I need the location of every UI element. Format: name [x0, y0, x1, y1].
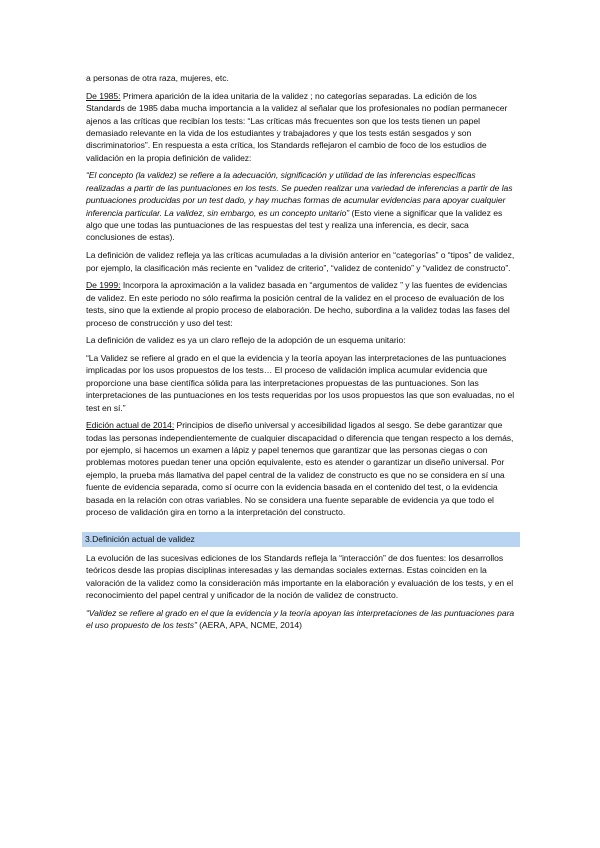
paragraph-1985-text: Primera aparición de la idea unitaria de la validez ; no categorías separadas. La edición de los Standards de 1985 daba mucha importancia a la validez al señalar que los profesionales no podían permanecer ajenos a las críticas que recibían los tests: “Las críticas más frecuentes son que los tests tienen un papel demasiado relevante en la vida de los estudiantes y trabajadores y que los tests están sesgados y son discriminatorios”. En respuesta a esta crítica, los Standards reflejaron el cambio de foco de los estudios de validación en la propia definición de validez: [86, 90, 508, 163]
quote-1999: “La Validez se refiere al grado en el que la evidencia y la teoría apoyan las interpretaciones de las puntuaciones implicadas por los usos propuestos de los tests… El proceso de validación implica acumular evidencia que proporcione una base científica sólida para las interpretaciones propuestas de las puntuaciones. Son las interpretaciones de las puntuaciones en los tests requeridas por los usos propuestos las que son evaluadas, no el test en sí.” [86, 352, 515, 413]
paragraph-categories: La definición de validez refleja ya las críticas acumuladas a la división anterior en “categorías” o “tipos” de validez, por ejemplo, la clasificación más reciente en “validez de criterio”, “validez de contenido” y “validez de constructo”. [86, 250, 515, 273]
paragraph-intro-fragment: a personas de otra raza, mujeres, etc. [86, 73, 229, 83]
paragraph-1985-quote [86, 169, 516, 243]
citation: (AERA, APA, NCME, 2014) [196, 620, 302, 631]
quote-1985-comment: (Esto viene a significar que la validez es algo que une todas las puntuaciones de las respuestas del test y realiza una inferencia, es decir, saca conclusiones de estas). [86, 207, 503, 243]
paragraph-1999-text: Incorpora la aproximación a la validez basada en “argumentos de validez ” y las fuentes de evidencias de validez. En este periodo no sólo reafirma la posición central de la validez en el proceso de evaluación de los tests, sino que la extiende al propio proceso de elaboración. De hecho, subordina a la validez todas las fases del proceso de construcción y uso del test: [86, 280, 510, 328]
paragraph-evolution: La evolución de las sucesivas ediciones de los Standards refleja la “interacción” de dos fuentes: los desarrollos teóricos desde las propias disciplinas interesadas y las demandas sociales externas. Estas coinciden en la valoración de la validez como la consideración más importante en la elaboración y evaluación de los tests, y en el reconocimiento del papel central y unificador de la noción de validez de constructo. [86, 552, 514, 601]
quote-1985: “El concepto (la validez) se refiere a la adecuación, significación y utilidad de las inferencias específicas realizadas a partir de las puntuaciones en los tests. Se pueden realizar una variedad de inferencias a partir de las puntuaciones producidas por un test dado, y hay muchas formas de acumular evidencias para apoyar cualquier inferencia particular. La validez, sin embargo, es un concepto unitario” [86, 170, 513, 218]
section-heading: 3.Definición actual de validez [82, 532, 520, 546]
year-heading-1985: De 1985: [86, 90, 121, 101]
page-content [86, 72, 516, 637]
quote-2014: “Validez se refiere al grado en el que la evidencia y la teoría apoyan las interpretaciones de las puntuaciones para el uso propuesto de los tests” [86, 607, 515, 631]
paragraph-2014-text: Principios de diseño universal y accesibilidad ligados al sesgo. Se debe garantizar que todas las personas independientemente de cualquier discapacidad o diferencia que tengan respecto a los demás, por ejemplo, si hacemos un examen a lápiz y papel tenemos que garantizar que las personas ciegas o con problemas motores puedan tener una opción equivalente, esto es atender o garantizar un diseño universal. Por ejemplo, la prueba más llamativa del papel central de la validez de constructo es que no se considera en sí una fuente de evidencia separada, como sí ocurre con la evidencia basada en el contenido del test, o la evidencia basada en la relación con otras variables. No se considera una fuente separable de evidencia ya que todo el proceso de validación gira en torno a la interpretación del constructo. [86, 420, 514, 518]
paragraph-1999 [86, 279, 516, 329]
paragraph-1985 [86, 90, 516, 164]
year-heading-1999: De 1999: [86, 280, 121, 291]
paragraph-definition-quote [86, 607, 516, 632]
paragraph-unitary-scheme: La definición de validez es ya un claro reflejo de la adopción de un esquema unitario: [86, 335, 406, 346]
year-heading-2014: Edición actual de 2014: [86, 420, 175, 431]
paragraph-2014 [86, 419, 516, 518]
